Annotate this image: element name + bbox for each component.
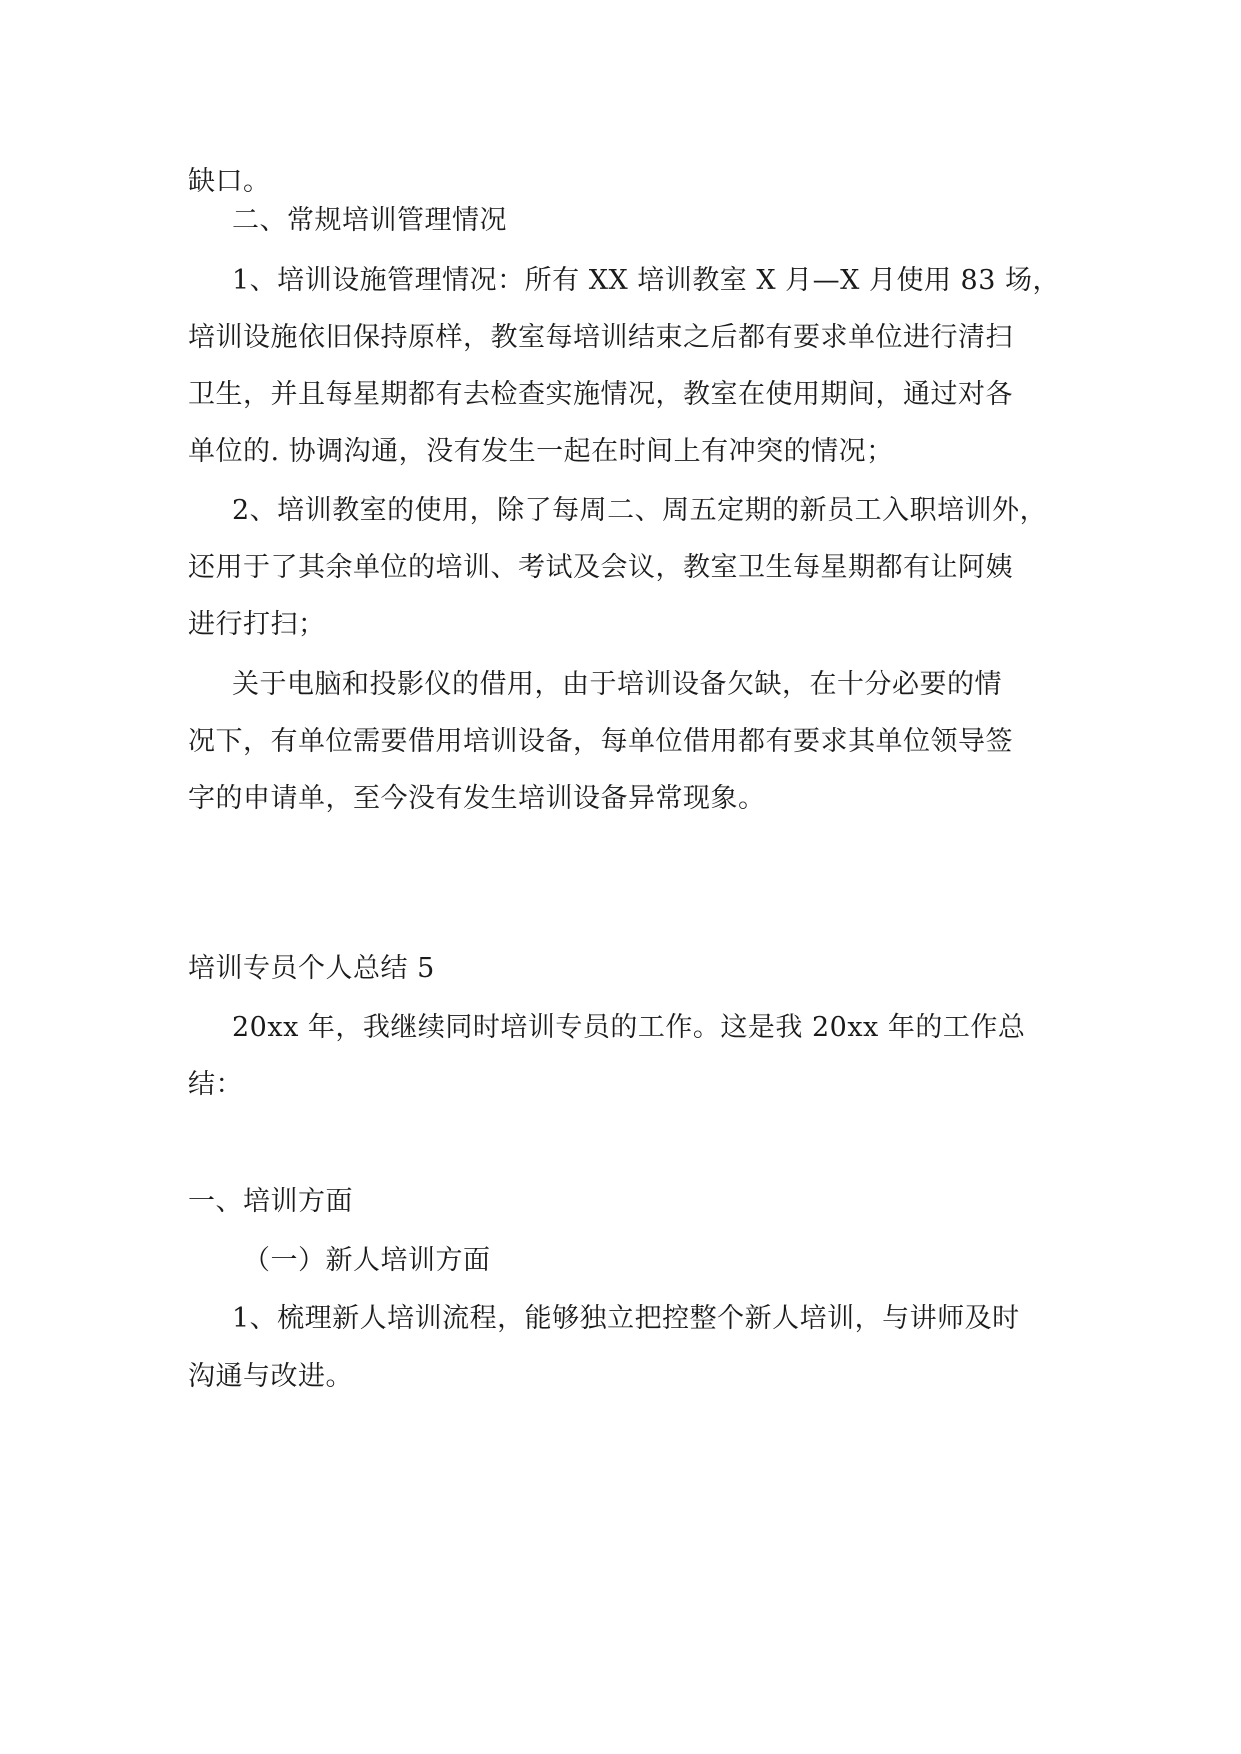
- text-line: 字的申请单，至今没有发生培训设备异常现象。: [188, 783, 766, 814]
- text-line: 1、梳理新人培训流程，能够独立把控整个新人培训，与讲师及时: [232, 1303, 1020, 1334]
- text-line: 培训设施依旧保持原样，教室每培训结束之后都有要求单位进行清扫: [188, 322, 1013, 353]
- text-line: 20xx 年，我继续同时培训专员的工作。这是我 20xx 年的工作总: [232, 1012, 1026, 1043]
- text-line: 1、培训设施管理情况：所有 XX 培训教室 X 月—X 月使用 83 场，: [232, 265, 1060, 296]
- text-line: 进行打扫；: [188, 609, 326, 640]
- subsection-heading: （一）新人培训方面: [243, 1245, 491, 1276]
- text-line: 关于电脑和投影仪的借用，由于培训设备欠缺，在十分必要的情: [232, 669, 1002, 700]
- text-line: 沟通与改进。: [188, 1361, 353, 1392]
- section-heading: 一、培训方面: [188, 1186, 353, 1217]
- text-line: 卫生，并且每星期都有去检查实施情况，教室在使用期间，通过对各: [188, 379, 1013, 410]
- text-line: 况下，有单位需要借用培训设备，每单位借用都有要求其单位领导签: [188, 726, 1013, 757]
- text-line: 还用于了其余单位的培训、考试及会议，教室卫生每星期都有让阿姨: [188, 552, 1013, 583]
- section-title: 培训专员个人总结 5: [188, 953, 435, 984]
- text-line: 缺口。: [188, 166, 271, 197]
- text-line: 2、培训教室的使用，除了每周二、周五定期的新员工入职培训外，: [232, 495, 1048, 526]
- text-line: 结：: [188, 1069, 243, 1100]
- text-line: 单位的. 协调沟通，没有发生一起在时间上有冲突的情况；: [188, 436, 894, 467]
- section-heading: 二、常规培训管理情况: [232, 205, 507, 236]
